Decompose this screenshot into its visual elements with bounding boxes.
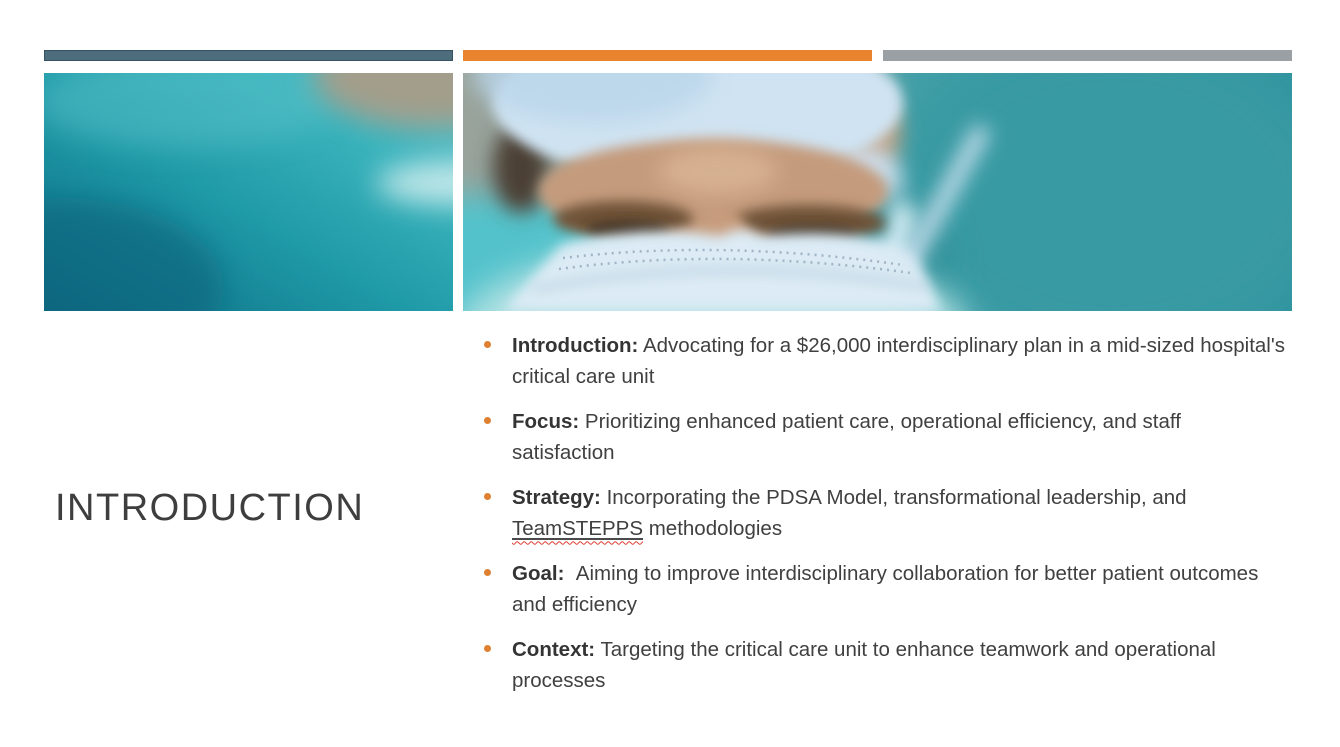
bullet-body: Advocating for a $26,000 interdisciplinary plan in a mid-sized hospital's critical care unit bbox=[512, 334, 1286, 388]
misspelled-word: TeamSTEPPS bbox=[512, 516, 644, 540]
bullet-text bbox=[512, 407, 1287, 468]
bullet-label: Strategy: bbox=[512, 486, 601, 509]
bullet-list bbox=[477, 331, 1289, 711]
bullet-item bbox=[477, 407, 1289, 468]
surgeon-photo bbox=[463, 73, 1292, 311]
accent-bar-gray bbox=[883, 50, 1292, 61]
bullet-item bbox=[477, 635, 1289, 696]
bullet-body: Targeting the critical care unit to enhance teamwork and operational processes bbox=[512, 638, 1216, 692]
bullet-text bbox=[512, 331, 1287, 392]
accent-bar-orange bbox=[463, 50, 872, 61]
slide-title: INTRODUCTION bbox=[55, 487, 365, 529]
accent-bar-teal bbox=[44, 50, 453, 61]
bullet-body: Incorporating the PDSA Model, transformational leadership, and TeamSTEPPS methodologies bbox=[512, 486, 1187, 540]
left-photo bbox=[44, 73, 453, 311]
bullet-item bbox=[477, 483, 1289, 544]
bullet-label: Context: bbox=[512, 638, 596, 661]
bullet-dot bbox=[484, 341, 491, 348]
bullet-dot bbox=[484, 493, 491, 500]
bullet-text bbox=[512, 635, 1287, 696]
bullet-item bbox=[477, 331, 1289, 392]
bullet-label: Focus: bbox=[512, 410, 580, 433]
bullet-text bbox=[512, 559, 1287, 620]
bullet-dot bbox=[484, 569, 491, 576]
bullet-label: Goal: bbox=[512, 562, 565, 585]
bullet-item bbox=[477, 559, 1289, 620]
bullet-dot bbox=[484, 417, 491, 424]
bullet-text bbox=[512, 483, 1287, 544]
bullet-dot bbox=[484, 645, 491, 652]
bullet-label: Introduction: bbox=[512, 334, 639, 357]
bullet-body: Prioritizing enhanced patient care, operational efficiency, and staff satisfaction bbox=[512, 410, 1181, 464]
bullet-body: Aiming to improve interdisciplinary collaboration for better patient outcomes and efficiency bbox=[512, 562, 1259, 616]
